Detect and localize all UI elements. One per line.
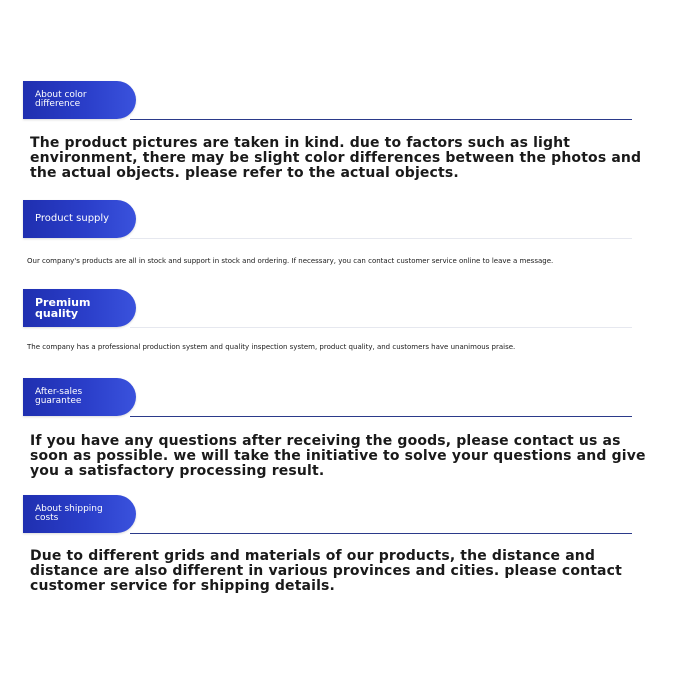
- badge-about-color-difference: [23, 81, 136, 119]
- section-divider: [130, 327, 632, 328]
- badge-label: About shipping costs: [35, 504, 103, 523]
- section-text-after-sales: If you have any questions after receiving the goods, please contact us as soon as possible. we will take the initiative to solve your questions and give you a satisfactory processing result.: [30, 433, 646, 479]
- badge-label: About color difference: [35, 90, 87, 109]
- badge-label: Product supply: [35, 213, 110, 224]
- section-divider: [130, 238, 632, 239]
- badge-label: Premium quality: [35, 296, 91, 320]
- badge-about-shipping-costs: [23, 495, 136, 533]
- section-divider: [130, 533, 632, 534]
- section-text-product-supply: Our company's products are all in stock and support in stock and ordering. If necessary, you can contact customer service online to leave a message.: [27, 257, 554, 265]
- badge-premium-quality: [23, 289, 136, 327]
- section-divider: [130, 416, 632, 417]
- badge-product-supply: [23, 200, 136, 238]
- badge-label: After-sales guarantee: [35, 387, 83, 406]
- section-text-premium-quality: The company has a professional production system and quality inspection system, product quality, and customers have unanimous praise.: [27, 343, 516, 351]
- section-text-shipping-costs: Due to different grids and materials of our products, the distance and distance are also different in various provinces and cities. please contact customer service for shipping details.: [30, 548, 622, 594]
- section-divider: [130, 119, 632, 120]
- section-text-color-difference: The product pictures are taken in kind. due to factors such as light environment, there may be slight color differences between the photos and the actual objects. please refer to the actual objects.: [30, 135, 642, 181]
- badge-after-sales-guarantee: [23, 378, 136, 416]
